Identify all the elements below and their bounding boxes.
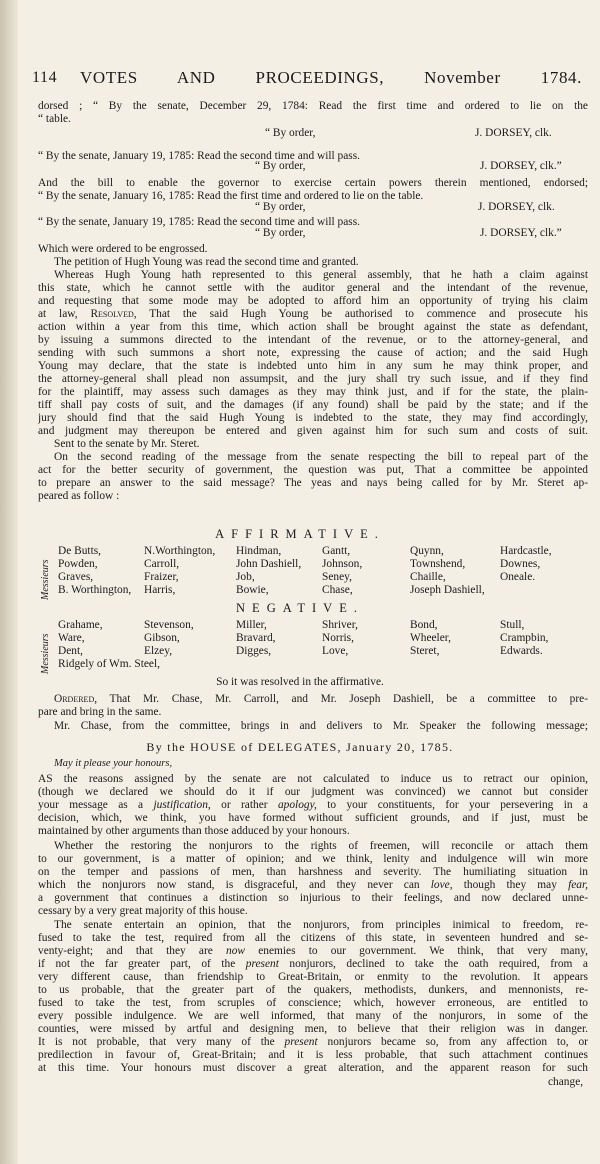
paragraph-line: Sent to the senate by Mr. Steret. — [54, 438, 200, 450]
message-line: fused to take the test, required from all the citizens of this state, in seventeen hundred and se- — [38, 932, 588, 944]
paragraph-line: tiff shall pay costs of suit, and the damages (if any found) shall be paid by the state; and if the — [38, 399, 588, 411]
delegate-name: Gibson, — [144, 632, 180, 644]
delegate-name: Ware, — [58, 632, 85, 644]
emphasis: justification, — [153, 799, 211, 811]
paragraph-line: On the second reading of the message from the senate respecting the bill to repeal part of the — [54, 451, 588, 463]
text-run: which the nonjurors now stand, is disgraceful, and they never can — [38, 879, 420, 891]
clerk-signature: J. DORSEY, clk. — [475, 127, 552, 139]
delegate-name: Chaille, — [410, 571, 446, 583]
paragraph-line — [54, 693, 588, 706]
delegate-name: Stevenson, — [144, 619, 194, 631]
paragraph-line: jury should find that the said Hugh Young is indebted to the state, they may find accordingly, — [38, 412, 588, 424]
paragraph-line: pare and bring in the same. — [38, 706, 162, 718]
vote-result: So it was resolved in the affirmative. — [216, 676, 384, 688]
message-line — [38, 1036, 588, 1049]
message-line: to us probable, that the greater part of the quakers, methodists, dunkers, and mennonists, re- — [38, 984, 588, 996]
text-run: nonjurors became so, from any affection to, or — [327, 1036, 588, 1048]
text-run: though they may — [463, 879, 557, 891]
ordered-word: Ordered, — [54, 693, 98, 705]
message-line: counties, were missed by artful and designing men, to believe that their religion was in danger. — [38, 1023, 588, 1035]
delegate-name: Bravard, — [236, 632, 276, 644]
delegate-name: Downes, — [500, 558, 541, 570]
message-line: every possible indulgence. We are well informed, that many of the nonjurors, in some of the — [38, 1010, 588, 1022]
paragraph-line: Whereas Hugh Young hath represented to this general assembly, that he hath a claim against — [54, 269, 588, 281]
paragraph-line: act for the better security of government, the question was put, That a committee be appointed — [38, 464, 588, 476]
delegate-name: Love, — [322, 645, 349, 657]
delegate-name: Bond, — [410, 619, 438, 631]
text-run: or rather — [221, 799, 268, 811]
emphasis: present — [245, 958, 279, 970]
endorsement-line: “ By the senate, January 19, 1785: Read the second time and will pass. — [38, 216, 361, 228]
message-line: at this time. Your honours must discover a great alteration, and the apparent reason for such — [38, 1062, 588, 1074]
text-run: That Mr. Chase, Mr. Carroll, and Mr. Joseph Dashiell, be a committee to pre- — [109, 693, 588, 705]
delegate-name: Hardcastle, — [500, 545, 552, 557]
paragraph-line: peared as follow : — [38, 490, 120, 502]
delegate-name: Stull, — [500, 619, 525, 631]
by-order: “ By order, — [255, 227, 306, 239]
delegate-name: Shriver, — [322, 619, 358, 631]
salutation: May it please your honours, — [54, 758, 173, 769]
delegate-name: Graves, — [58, 571, 94, 583]
endorsement-line: “ table. — [38, 113, 71, 125]
delegate-name: Elzey, — [144, 645, 173, 657]
delegate-name: Townshend, — [410, 558, 466, 570]
text-run: your message as a — [38, 799, 144, 811]
paragraph-line — [38, 308, 588, 321]
page-number: 114 — [32, 69, 58, 86]
message-line: AS the reasons assigned by the senate are not calculated to induce us to retract our opinion, — [38, 773, 588, 785]
clerk-signature: J. DORSEY, clk.” — [480, 227, 562, 239]
message-line: fused to take the test, from scruples of conscience; which, however erroneous, are entitled to — [38, 997, 588, 1009]
text-run: That the said Hugh Young be authorised to commence and prosecute his — [149, 308, 588, 320]
delegate-name: Dent, — [58, 645, 83, 657]
paragraph-line: Which were ordered to be engrossed. — [38, 243, 208, 255]
paragraph-line: Young may declare, that the state is indebted unto him in any sum he may think proper, and — [38, 360, 588, 372]
by-order: “ By order, — [255, 201, 306, 213]
delegate-name: Wheeler, — [410, 632, 451, 644]
text-run: enemies to our government. We think, that very many, — [258, 945, 588, 957]
text-run: if not the far greater part, of the — [38, 958, 236, 970]
delegate-name: Hindman, — [236, 545, 282, 557]
message-line: (though we declared we should do it if our judgment was convinced) we cannot but consider — [38, 786, 588, 798]
delegate-name: Gantt, — [322, 545, 351, 557]
delegate-name: Miller, — [236, 619, 267, 631]
delegate-name: Joseph Dashiell, — [410, 584, 485, 596]
emphasis: present — [284, 1036, 318, 1048]
delegate-name: Seney, — [322, 571, 352, 583]
resolved-word: Resolved, — [90, 308, 137, 320]
text-run: venty-eight; and that they are — [38, 945, 213, 957]
message-line — [38, 945, 588, 958]
delegate-name: John Dashiell, — [236, 558, 302, 570]
endorsement-line: And the bill to enable the governor to exercise certain powers therein mentioned, endorsed; — [38, 177, 588, 189]
message-line: decision, which, we think, you have formed without sufficient grounds, and if just, must be — [38, 812, 588, 824]
message-line: on the temper and passions of men, than harshness and severity. The humiliating situation in — [38, 866, 588, 878]
delegate-name: Grahame, — [58, 619, 103, 631]
by-order: “ By order, — [255, 160, 306, 172]
messieurs-label: Messieurs — [40, 633, 51, 674]
paragraph-line: for the plaintiff, may assess such damages as they may think just, and if for the state, the plain- — [38, 386, 588, 398]
message-line — [38, 879, 588, 892]
message-line: cessary by a very great majority of this house. — [38, 905, 248, 917]
delegate-name: Ridgely of Wm. Steel, — [58, 658, 160, 670]
message-line: The senate entertain an opinion, that the nonjurors, from principles inimical to freedom, re- — [54, 919, 588, 931]
affirmative-heading: AFFIRMATIVE. — [215, 527, 385, 541]
message-line: a government that continues a distinction so injurious to their feelings, and now declared unne- — [38, 892, 588, 904]
text-run: nonjurors, declined to take the oath required, from a — [289, 958, 588, 970]
delegate-name: Digges, — [236, 645, 272, 657]
delegate-name: Crampbin, — [500, 632, 549, 644]
paragraph-line: action within a year from this time, which action shall be brought against the state as defendant, — [38, 321, 588, 333]
message-line: very different cause, than friendship to Great-Britain, or enmity to the revolution. It appears — [38, 971, 588, 983]
paragraph-line: to prepare an answer to the said message? The yeas and nays being called for by Mr. Steret ap- — [38, 477, 588, 489]
paragraph-line: The petition of Hugh Young was read the second time and granted. — [54, 256, 359, 268]
house-heading: By the HOUSE of DELEGATES, January 20, 1785. — [146, 740, 454, 754]
paragraph-line: sending with such summons a short note, expressing the cause of action; and the said Hugh — [38, 347, 588, 359]
message-line: Whether the restoring the nonjurors to the rights of freemen, will reconcile or attach them — [54, 840, 588, 852]
negative-heading: NEGATIVE. — [236, 601, 364, 615]
message-line: predilection in favour of, Great-Britain; and it is less probable, that such attachment continues — [38, 1049, 588, 1061]
endorsement-line: “ By the senate, January 16, 1785: Read the first time and ordered to lie on the table. — [38, 190, 424, 202]
delegate-name: Norris, — [322, 632, 354, 644]
delegate-name: Johnson, — [322, 558, 363, 570]
delegate-name: Harris, — [144, 584, 176, 596]
paragraph-line: this state, which he cannot settle with the auditor general and the intendant of the revenue, — [38, 282, 588, 294]
paragraph-line: and judgment may thereupon be entered and given against him for such sum and costs of suit. — [38, 425, 588, 437]
emphasis: apology, — [277, 799, 317, 811]
catchword: change, — [548, 1076, 584, 1088]
delegate-name: Oneale. — [500, 571, 536, 583]
delegate-name: Quynn, — [410, 545, 444, 557]
endorsement-line: dorsed ; “ By the senate, December 29, 1784: Read the first time and ordered to lie on the — [38, 100, 588, 112]
messieurs-label: Messieurs — [40, 559, 51, 600]
message-line — [38, 799, 588, 812]
emphasis: love, — [430, 879, 453, 891]
emphasis: fear, — [568, 879, 588, 891]
delegate-name: Fraizer, — [144, 571, 179, 583]
text-run: at law, — [38, 308, 78, 320]
delegate-name: B. Worthington, — [58, 584, 132, 596]
text-run: It is not probable, that very many of the — [38, 1036, 275, 1048]
page-edge-shadow — [0, 0, 18, 1164]
delegate-name: Job, — [236, 571, 255, 583]
clerk-signature: J. DORSEY, clk. — [478, 201, 555, 213]
emphasis: now — [226, 945, 246, 957]
message-line — [38, 958, 588, 971]
text-run: to your constituents, for your persevering in a — [327, 799, 588, 811]
paragraph-line: the attorney-general shall plead non assumpsit, and the jury shall try such issue, and if they find — [38, 373, 588, 385]
message-line: to our government, is a matter of opinion; and we think, lenity and indulgence will win more — [38, 853, 588, 865]
paragraph-line: and requesting that some mode may be adopted to afford him an opportunity of trying his claim — [38, 295, 588, 307]
delegate-name: Powden, — [58, 558, 98, 570]
delegate-name: Bowie, — [236, 584, 269, 596]
paragraph-line: by issuing a summons directed to the intendant of the revenue, or to the attorney-general, and — [38, 334, 588, 346]
endorsement-line: “ By the senate, January 19, 1785: Read the second time and will pass. — [38, 150, 361, 162]
delegate-name: Chase, — [322, 584, 353, 596]
delegate-name: Steret, — [410, 645, 440, 657]
paragraph-line: Mr. Chase, from the committee, brings in and delivers to Mr. Speaker the following message; — [54, 720, 588, 732]
delegate-name: Carroll, — [144, 558, 180, 570]
by-order: “ By order, — [265, 127, 316, 139]
message-line: maintained by other arguments than those adduced by your honours. — [38, 825, 350, 837]
delegate-name: Edwards. — [500, 645, 543, 657]
delegate-name: De Butts, — [58, 545, 102, 557]
delegate-name: N.Worthington, — [144, 545, 216, 557]
clerk-signature: J. DORSEY, clk.” — [480, 160, 562, 172]
page-title: VOTES AND PROCEEDINGS, November 1784. — [80, 68, 582, 87]
